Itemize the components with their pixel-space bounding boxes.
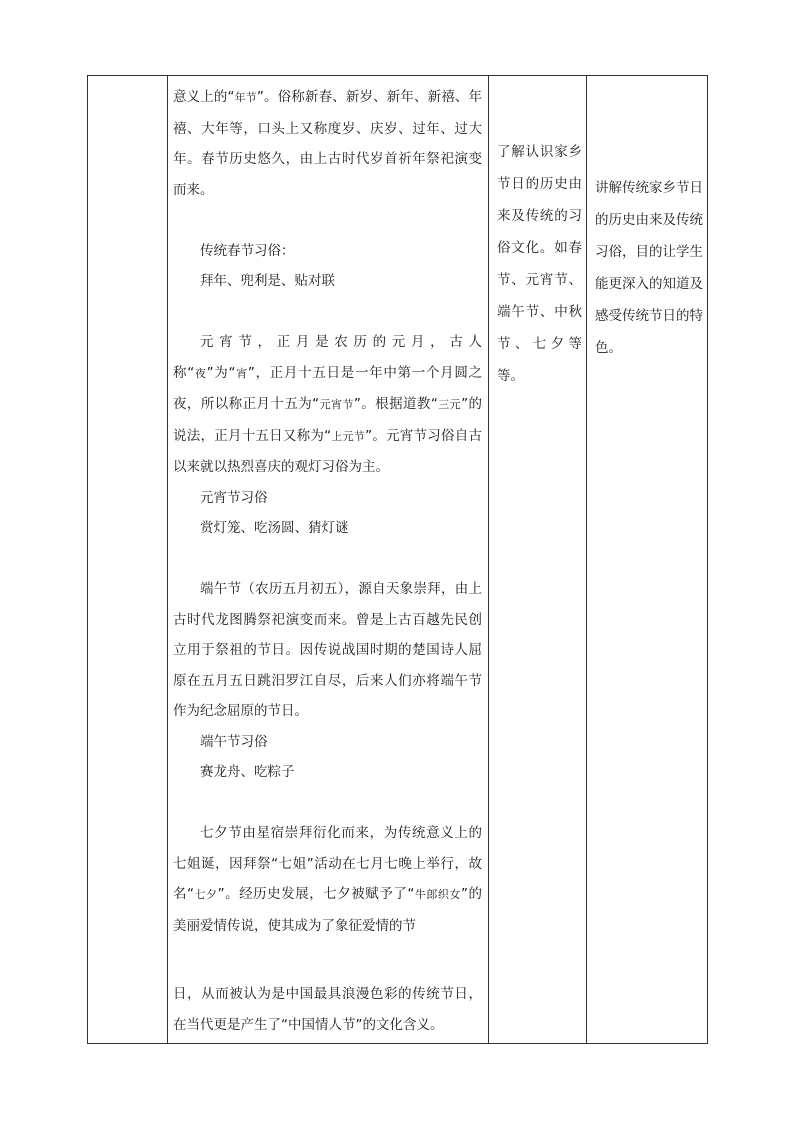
objective-text: 了解认识家乡节日的历史由来及传统的习俗文化。如春节、元宵节、端午节、中秋节、七夕等等。 <box>497 144 582 384</box>
dragon-boat-customs-heading: 端午节习俗 <box>200 733 268 750</box>
table-row <box>88 76 708 1044</box>
content-text <box>168 76 488 1040</box>
lantern-festival-paragraph: 元宵节，正月是农历的元月，古人称“夜”为“宵”，正月十五日是一年中第一个月圆之夜，所以称正月十五为“元宵节”。根据道教“三元”的说法，正月十五日又称为“上元节”。元宵节习俗自古以来就以热烈喜庆的观灯习俗为主。 <box>173 334 483 475</box>
qixi-paragraph: 七夕节由星宿崇拜衍化而来，为传统意义上的七姐诞，因拜祭“七姐”活动在七月七晚上举行，故名“七夕”。经历史发展，七夕被赋予了“牛郎织女”的美丽爱情传说，使其成为了象征爱情的节 <box>173 825 482 934</box>
lantern-customs-list: 赏灯笼、吃汤圆、猜灯谜 <box>200 520 349 536</box>
spring-customs-list: 拜年、兜利是、贴对联 <box>200 273 335 289</box>
content-cell <box>168 76 489 1044</box>
spring-customs-heading: 传统春节习俗： <box>200 242 295 259</box>
lesson-table <box>87 75 708 1044</box>
stage-cell <box>88 76 168 1044</box>
objective-cell <box>489 76 587 1044</box>
intent-text: 讲解传统家乡节日的历史由来及传统习俗，目的让学生能更深入的知道及感受传统节日的特色。 <box>595 180 703 356</box>
dragon-boat-paragraph: 端午节（农历五月初五），源自天象崇拜，由上古时代龙图腾祭祀演变而来。曾是上古百越先民创立用于祭祖的节日。因传说战国时期的楚国诗人屈原在五月五日跳汨罗江自尽，后来人们亦将端午节作为纪念屈原的节日。 <box>173 581 482 719</box>
qixi-paragraph-continued: 日，从而被认为是中国最具浪漫色彩的传统节日，在当代更是产生了“中国情人节”的文化含义。 <box>173 986 482 1033</box>
spring-festival-paragraph: 意义上的“年节”。俗称新春、新岁、新年、新禧、年禧、大年等，口头上又称度岁、庆岁、过年、过大年。春节历史悠久，由上古时代岁首祈年祭祀演变而来。 <box>173 89 483 198</box>
intent-cell <box>587 76 708 1044</box>
lantern-customs-heading: 元宵节习俗 <box>200 489 268 506</box>
dragon-boat-customs-list: 赛龙舟、吃粽子 <box>200 764 295 780</box>
